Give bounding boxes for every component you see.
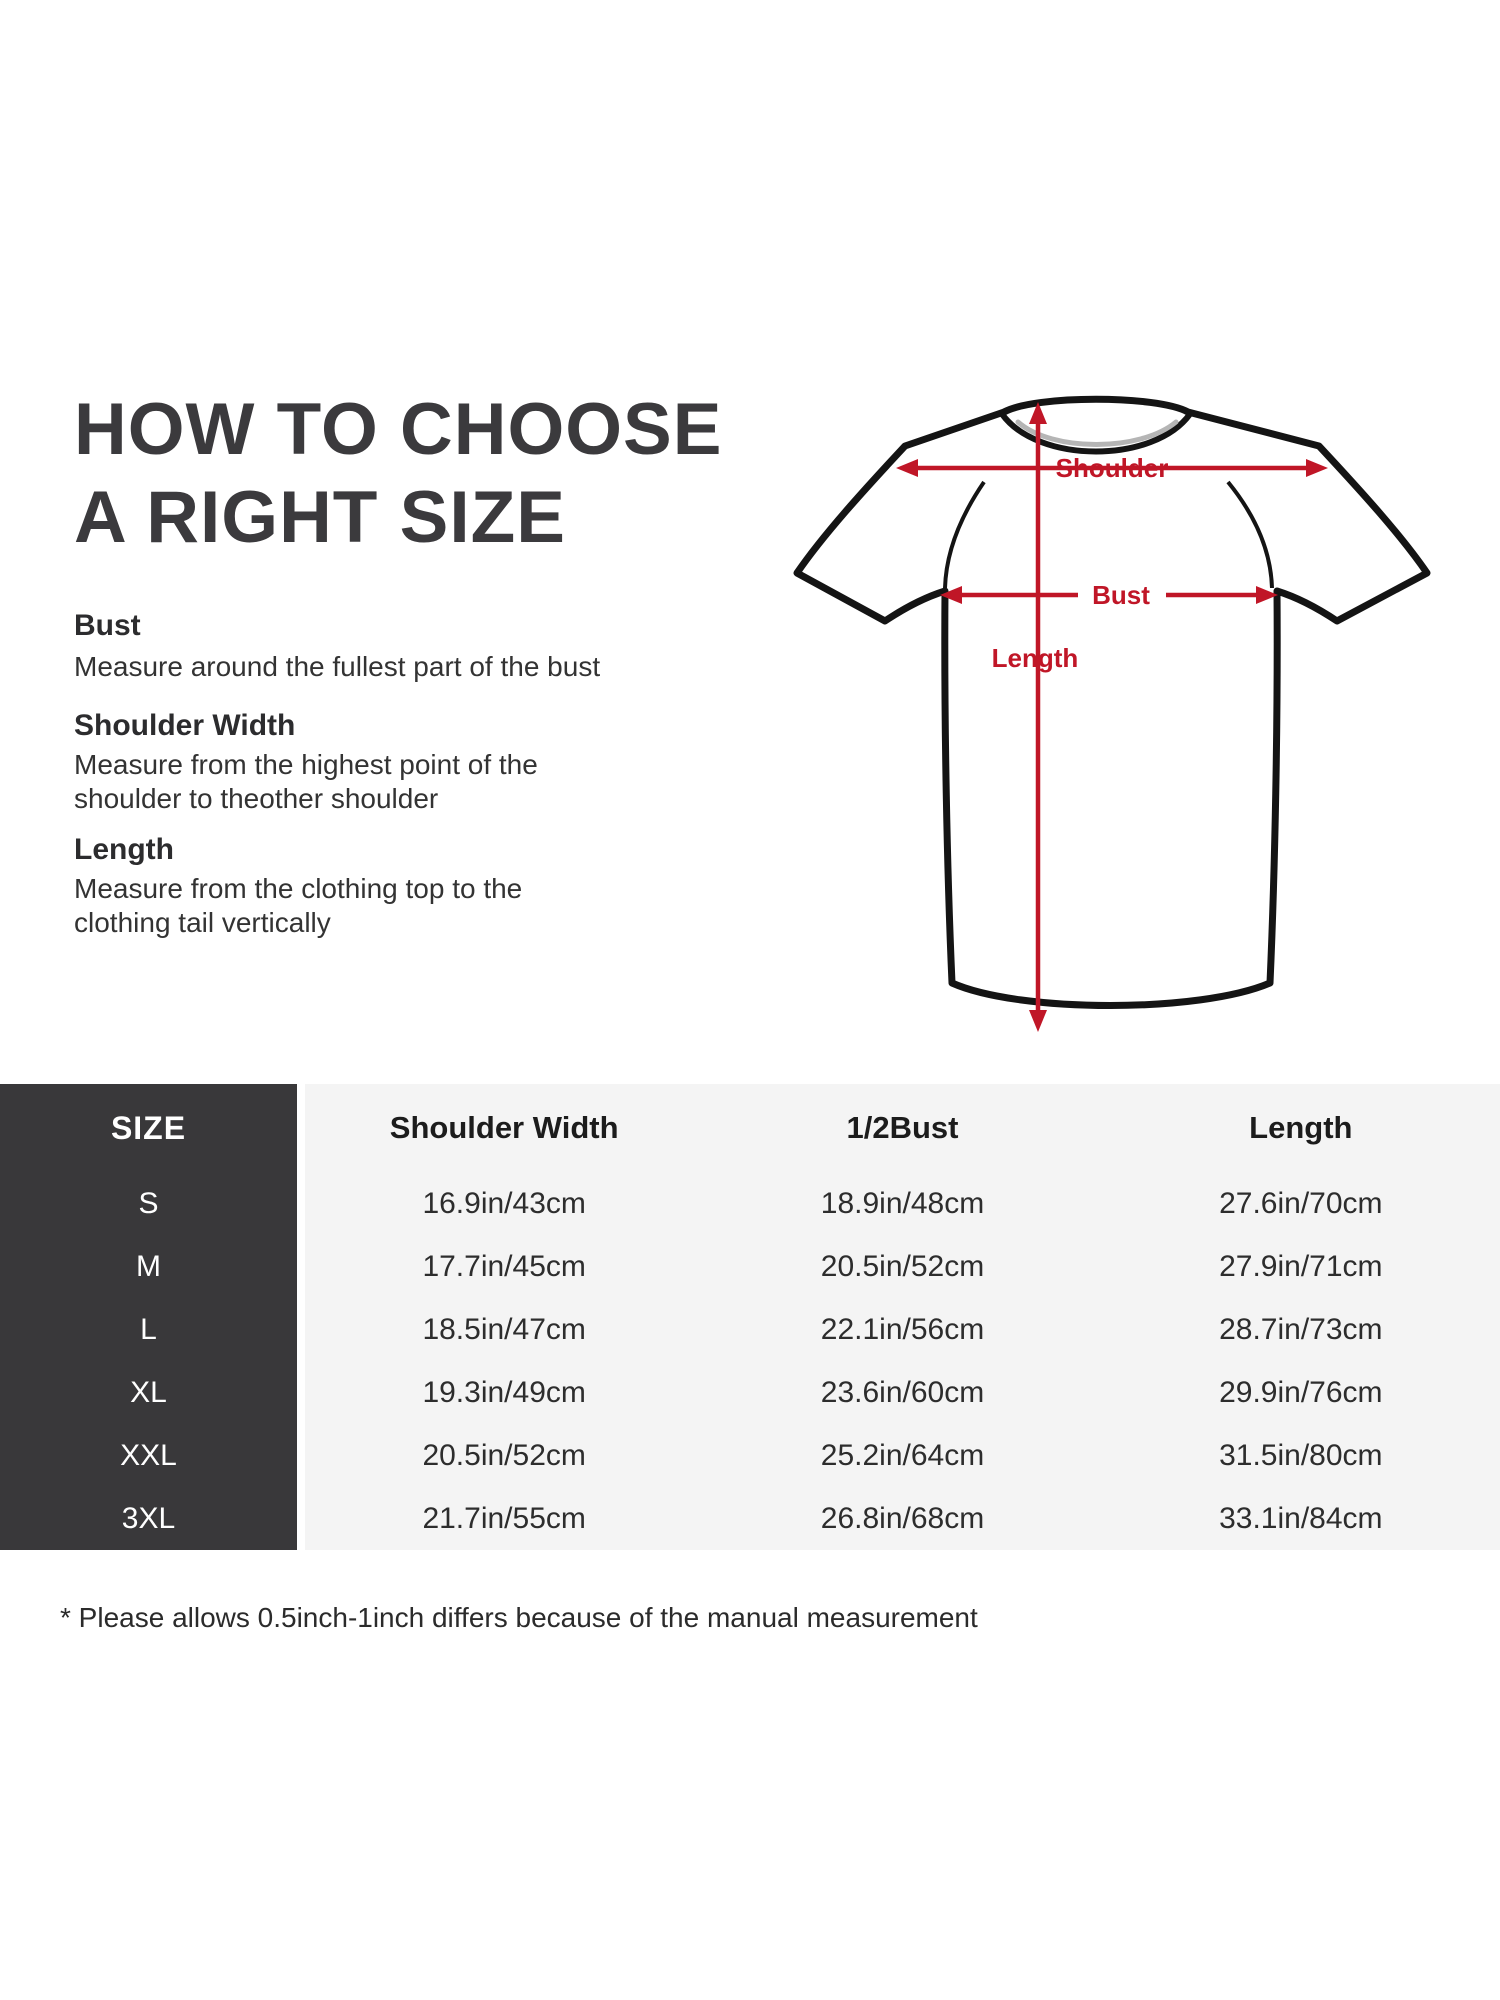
measurement-instructions (74, 608, 614, 940)
instruction-heading-bust: Bust (74, 609, 141, 642)
cell-m-length: 27.9in/71cm (1219, 1249, 1383, 1283)
instruction-text-length-line1: Measure from the clothing top to the (74, 873, 523, 904)
cell-xxl-length: 31.5in/80cm (1219, 1438, 1383, 1472)
instruction-text-length-line2: clothing tail vertically (74, 907, 331, 938)
cell-s-shoulder-width: 16.9in/43cm (422, 1186, 586, 1220)
cell-xl-half-bust: 23.6in/60cm (820, 1375, 985, 1409)
cell-xl-shoulder-width: 19.3in/49cm (422, 1375, 586, 1409)
cell-xl-length: 29.9in/76cm (1219, 1375, 1383, 1409)
size-table-size-column (0, 1084, 297, 1550)
measurement-disclaimer: * Please allows 0.5inch-1inch differs because of the manual measurement (60, 1602, 978, 1633)
cell-s-length: 27.6in/70cm (1219, 1186, 1383, 1220)
size-label-l: L (140, 1312, 157, 1346)
length-label: Length (991, 643, 1079, 673)
table-row-3xl (305, 1487, 1500, 1550)
size-label-s: S (138, 1186, 159, 1220)
shoulder-label: Shoulder (1055, 453, 1169, 483)
cell-xxl-shoulder-width: 20.5in/52cm (422, 1438, 586, 1472)
column-header-half-bust: 1/2Bust (846, 1110, 959, 1145)
table-row-xl (305, 1361, 1500, 1424)
size-table-column-divider (297, 1084, 305, 1550)
size-label-m: M (136, 1249, 161, 1283)
instruction-text-bust: Measure around the fullest part of the bust (74, 651, 601, 682)
cell-s-half-bust: 18.9in/48cm (820, 1186, 985, 1220)
size-table-header-row (305, 1084, 1500, 1172)
table-row-xxl (305, 1424, 1500, 1487)
instruction-text-shoulder-width-line2: shoulder to theother shoulder (74, 783, 439, 814)
cell-m-shoulder-width: 17.7in/45cm (422, 1249, 586, 1283)
size-table-data-area (305, 1084, 1500, 1550)
size-label-xxl: XXL (120, 1438, 177, 1472)
size-column-header: SIZE (110, 1109, 187, 1146)
size-table (0, 1084, 1500, 1550)
size-label-3xl: 3XL (121, 1501, 176, 1535)
cell-l-length: 28.7in/73cm (1219, 1312, 1383, 1346)
cell-3xl-shoulder-width: 21.7in/55cm (422, 1501, 586, 1535)
column-header-length: Length (1249, 1110, 1353, 1145)
page-title (74, 386, 722, 562)
instruction-heading-length: Length (74, 833, 174, 866)
column-header-shoulder-width: Shoulder Width (389, 1110, 619, 1145)
instruction-heading-shoulder-width: Shoulder Width (74, 709, 296, 742)
bust-label: Bust (1092, 580, 1150, 610)
size-label-xl: XL (130, 1375, 167, 1409)
cell-l-half-bust: 22.1in/56cm (820, 1312, 985, 1346)
instruction-text-shoulder-width-line1: Measure from the highest point of the (74, 749, 538, 780)
page-title-line2: A RIGHT SIZE (74, 477, 566, 558)
page-title-line1: HOW TO CHOOSE (74, 389, 723, 470)
instruction-text-length (74, 872, 614, 940)
cell-m-half-bust: 20.5in/52cm (820, 1249, 985, 1283)
cell-3xl-half-bust: 26.8in/68cm (820, 1501, 985, 1535)
cell-xxl-half-bust: 25.2in/64cm (820, 1438, 985, 1472)
table-row-m (305, 1235, 1500, 1298)
tshirt-outline (797, 399, 1427, 1005)
table-row-l (305, 1298, 1500, 1361)
length-arrow-head-bottom (1029, 1010, 1047, 1032)
cell-3xl-length: 33.1in/84cm (1219, 1501, 1383, 1535)
cell-l-shoulder-width: 18.5in/47cm (422, 1312, 586, 1346)
instruction-text-shoulder-width (74, 748, 614, 816)
tshirt-measurement-diagram (780, 380, 1460, 1060)
table-row-s (305, 1172, 1500, 1235)
